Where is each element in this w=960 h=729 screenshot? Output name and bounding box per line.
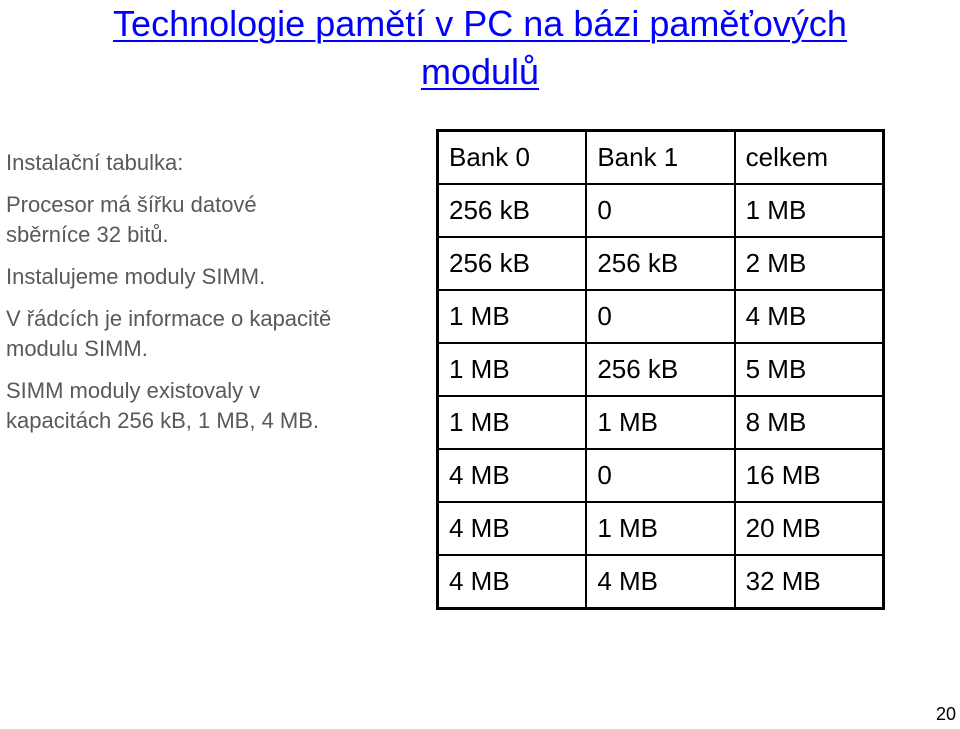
table-row <box>438 237 884 290</box>
table-row <box>438 290 884 343</box>
table-header-row <box>438 131 884 185</box>
slide-title-line2: modulů <box>420 51 540 92</box>
description-processor: Procesor má šířku datové sběrníce 32 bitů. <box>6 192 257 247</box>
table-cell: 256 kB <box>438 237 587 290</box>
table-row <box>438 502 884 555</box>
page-number: 20 <box>935 704 956 724</box>
slide-title <box>0 0 960 96</box>
table-cell: 4 MB <box>586 555 734 609</box>
description-modules: Instalujeme moduly SIMM. <box>6 264 266 289</box>
header-total: celkem <box>735 131 884 185</box>
table-cell: 4 MB <box>438 449 587 502</box>
description-panel <box>6 148 346 448</box>
header-bank-0: Bank 0 <box>438 131 587 185</box>
table-cell: 16 MB <box>735 449 884 502</box>
table-cell: 4 MB <box>438 502 587 555</box>
table-row <box>438 449 884 502</box>
table-cell: 1 MB <box>438 290 587 343</box>
description-rows: V řádcích je informace o kapacitě modulu SIMM. <box>6 306 332 361</box>
table-row <box>438 555 884 609</box>
table-cell: 256 kB <box>586 343 734 396</box>
table-cell: 5 MB <box>735 343 884 396</box>
table-row <box>438 343 884 396</box>
table-cell: 4 MB <box>438 555 587 609</box>
table-row <box>438 184 884 237</box>
slide-title-line1: Technologie pamětí v PC na bázi paměťových <box>113 3 847 44</box>
table-cell: 256 kB <box>438 184 587 237</box>
installation-table <box>436 129 885 610</box>
table-cell: 256 kB <box>586 237 734 290</box>
table-cell: 1 MB <box>438 343 587 396</box>
table-cell: 0 <box>586 184 734 237</box>
table-cell: 1 MB <box>586 502 734 555</box>
table-cell: 4 MB <box>735 290 884 343</box>
table-row <box>438 396 884 449</box>
table-cell: 20 MB <box>735 502 884 555</box>
description-capacities: SIMM moduly existovaly v kapacitách 256 kB, 1 MB, 4 MB. <box>6 378 320 433</box>
table-cell: 8 MB <box>735 396 884 449</box>
table-cell: 2 MB <box>735 237 884 290</box>
table-cell: 0 <box>586 449 734 502</box>
table-cell: 1 MB <box>586 396 734 449</box>
table-cell: 1 MB <box>735 184 884 237</box>
description-intro: Instalační tabulka: <box>6 150 184 175</box>
table-cell: 0 <box>586 290 734 343</box>
table-cell: 32 MB <box>735 555 884 609</box>
table-cell: 1 MB <box>438 396 587 449</box>
header-bank-1: Bank 1 <box>586 131 734 185</box>
